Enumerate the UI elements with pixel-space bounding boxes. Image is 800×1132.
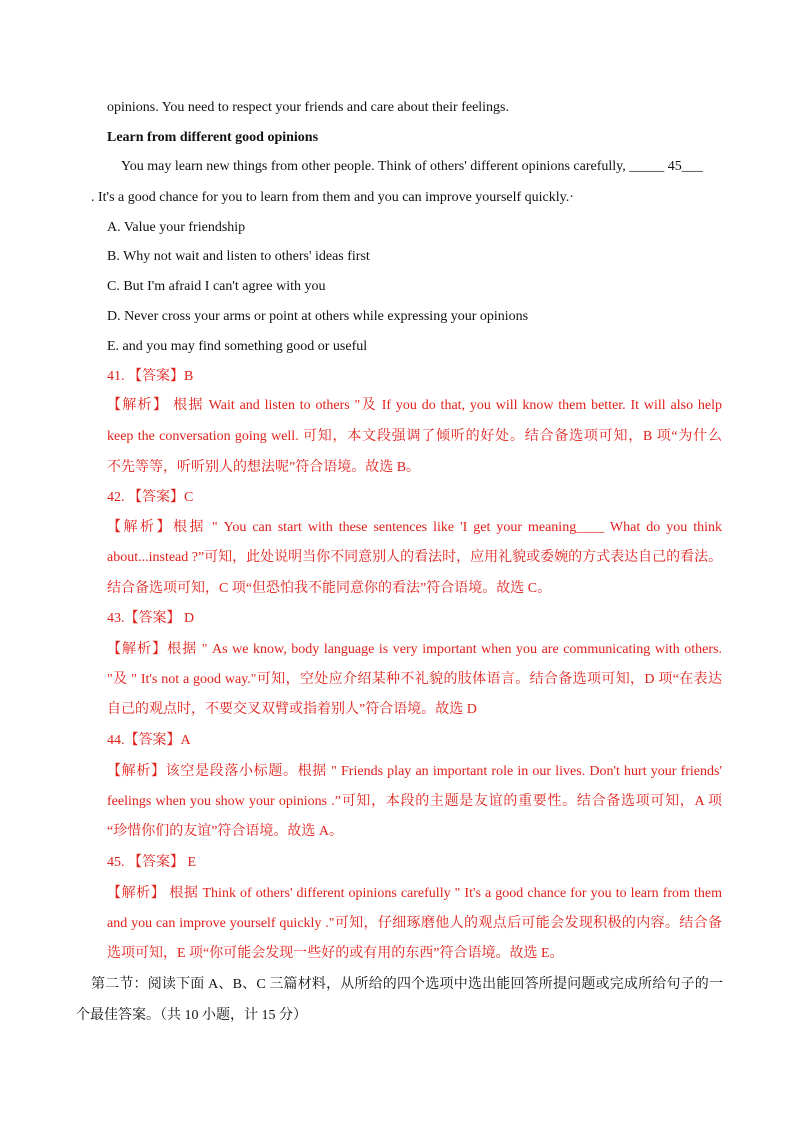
explanation-line: 【解析】 根据 Wait and listen to others "及 If you do that, you will know them better. It will also help xyxy=(107,398,722,413)
option-c: C. But I'm afraid I can't agree with you xyxy=(107,279,326,294)
explanation-line: 结合备选项可知，C 项“但恐怕我不能同意你的看法”符合语境。故选 C。 xyxy=(107,581,552,596)
explanation-line: “珍惜你们的友谊”符合语境。故选 A。 xyxy=(107,824,344,839)
explanation-line: and you can improve yourself quickly ."可知，仔细琢磨他人的观点后可能会发现积极的内容。结合备 xyxy=(107,916,722,931)
passage-text: You may learn new things from other people. Think of others' different opinions carefully, _____ 45___ xyxy=(121,159,703,174)
answer-label: 45. 【答案】 E xyxy=(107,855,197,870)
explanation-line: 【解析】 根据 Think of others' different opinions carefully " It's a good chance for you to learn from them xyxy=(107,886,722,901)
option-e: E. and you may find something good or useful xyxy=(107,339,368,354)
answer-label: 42. 【答案】C xyxy=(107,490,194,505)
option-b: B. Why not wait and listen to others' ideas first xyxy=(107,249,370,264)
explanation-line: keep the conversation going well. 可知，本文段强调了倾听的好处。结合备选项可知，B 项“为什么 xyxy=(107,429,722,444)
explanation-line: "及 " It's not a good way."可知，空处应介绍某种不礼貌的肢体语言。结合备选项可知，D 项“在表达 xyxy=(107,672,722,687)
explanation-line: about...instead ?”可知，此处说明当你不同意别人的看法时，应用礼貌或委婉的方式表达自己的看法。 xyxy=(107,550,723,565)
answer-label: 41. 【答案】B xyxy=(107,369,194,384)
passage-text: opinions. You need to respect your friends and care about their feelings. xyxy=(107,100,510,115)
explanation-line: 【解析】根据 " You can start with these sentences like 'I get your meaning____ What do you think xyxy=(107,520,722,535)
section-instruction: 第二节：阅读下面 A、B、C 三篇材料，从所给的四个选项中选出能回答所提问题或完成所给句子的一 xyxy=(91,977,723,992)
explanation-line: 自己的观点时，不要交叉双臂或指着别人”符合语境。故选 D xyxy=(107,702,477,717)
explanation-line: 不先等等，听听别人的想法呢”符合语境。故选 B。 xyxy=(107,460,421,475)
section-heading: Learn from different good opinions xyxy=(107,130,319,145)
option-a: A. Value your friendship xyxy=(107,220,246,235)
explanation-line: feelings when you show your opinions .”可知，本段的主题是友谊的重要性。结合备选项可知，A 项 xyxy=(107,794,722,809)
section-instruction: 个最佳答案。（共 10 小题，计 15 分） xyxy=(76,1008,307,1023)
option-d: D. Never cross your arms or point at others while expressing your opinions xyxy=(107,309,529,324)
answer-label: 43.【答案】 D xyxy=(107,611,195,626)
explanation-line: 【解析】该空是段落小标题。根据 " Friends play an important role in our lives. Don't hurt your friends' xyxy=(107,764,722,779)
explanation-line: 选项可知，E 项“你可能会发现一些好的或有用的东西”符合语境。故选 E。 xyxy=(107,946,564,961)
passage-text: . It's a good chance for you to learn from them and you can improve yourself quickly.· xyxy=(91,190,574,205)
explanation-line: 【解析】根据 " As we know, body language is very important when you are communicating with others. xyxy=(107,642,722,657)
answer-label: 44.【答案】A xyxy=(107,733,191,748)
